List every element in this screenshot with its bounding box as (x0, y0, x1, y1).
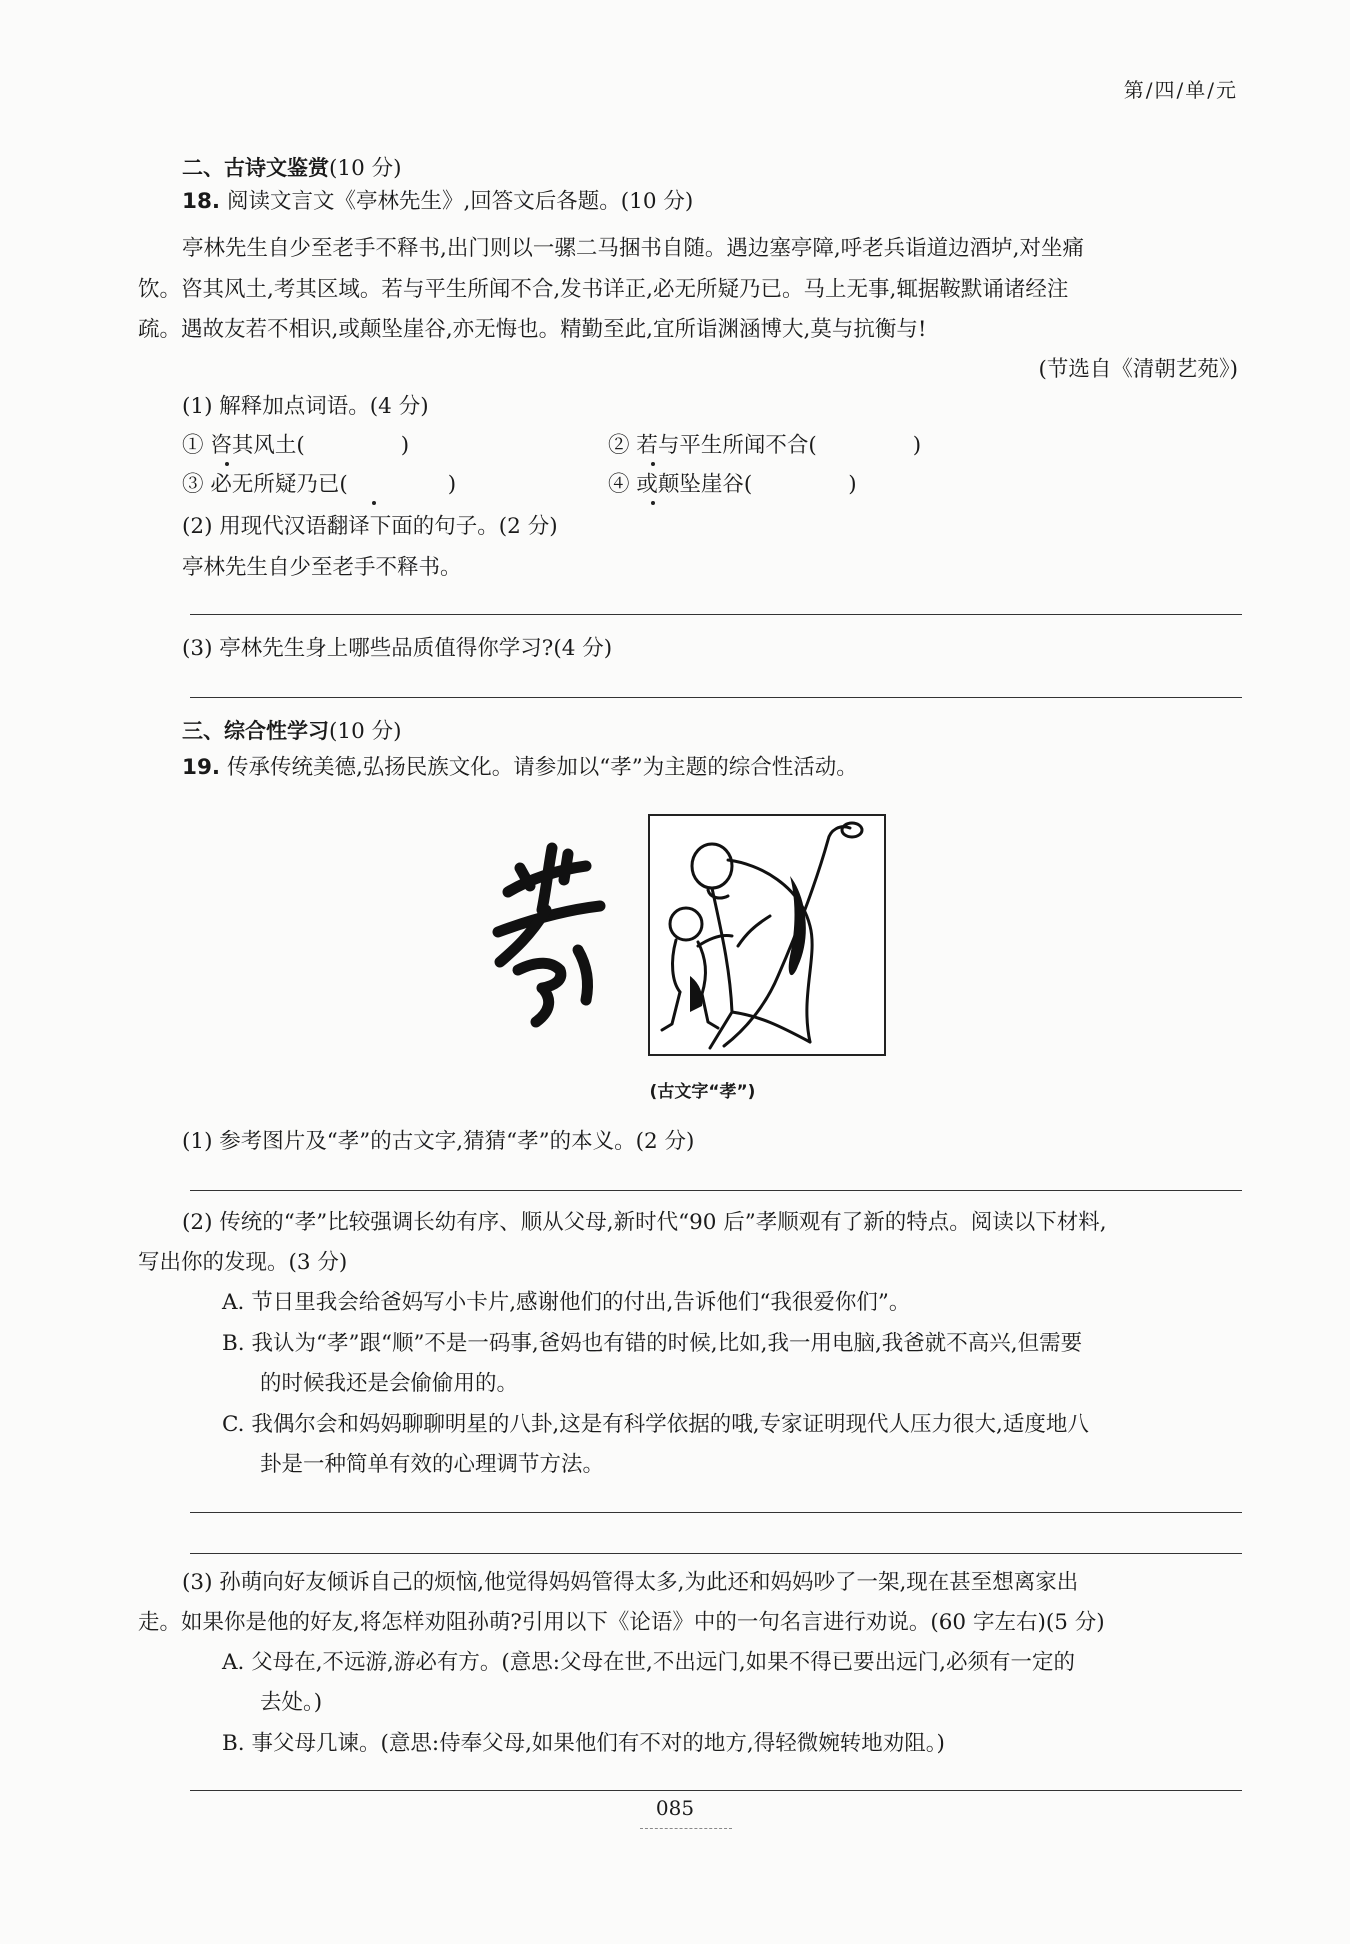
option-b-line-1: B. 我认为“孝”跟“顺”不是一码事,爸妈也有错的时候,比如,我一用电脑,我爸就不高兴,但需要 (222, 1331, 1083, 1356)
illustration-frame (648, 814, 886, 1056)
question-19: 19. 传承传统美德,弘扬民族文化。请参加以“孝”为主题的综合性活动。 (182, 755, 858, 780)
emphasis-dot (651, 462, 655, 466)
answer-line[interactable] (190, 1553, 1242, 1554)
answer-line[interactable] (190, 697, 1242, 698)
answer-line[interactable] (190, 1790, 1242, 1791)
q19-part-3-line-1: (3) 孙萌向好友倾诉自己的烦恼,他觉得妈妈管得太多,为此还和妈妈吵了一架,现在甚至想离家出 (182, 1570, 1079, 1595)
option-c-line-1: C. 我偶尔会和妈妈聊聊明星的八卦,这是有科学依据的哦,专家证明现代人压力很大,适度地八 (222, 1412, 1089, 1437)
section-3-heading: 三、综合性学习(10 分) (182, 719, 402, 744)
answer-line[interactable] (190, 1190, 1242, 1191)
option-b-line-2: 的时候我还是会偷偷用的。 (260, 1371, 519, 1396)
q18-part-3: (3) 亭林先生身上哪些品质值得你学习?(4 分) (182, 636, 613, 661)
elder-child-illustration (650, 816, 884, 1054)
lunyu-b: B. 事父母几谏。(意思:侍奉父母,如果他们有不对的地方,得轻微婉转地劝阻。) (222, 1731, 945, 1756)
lunyu-a-line-2: 去处。) (260, 1690, 323, 1715)
q19-part-1: (1) 参考图片及“孝”的古文字,猜猜“孝”的本义。(2 分) (182, 1129, 695, 1154)
figure-caption: (古文字“孝”) (649, 1082, 756, 1102)
passage-line-3: 疏。遇故友若不相识,或颠坠崖谷,亦无悔也。精勤至此,宜所诣渊涵博大,莫与抗衡与! (138, 317, 927, 342)
emphasis-dot (225, 462, 229, 466)
answer-line[interactable] (190, 614, 1242, 615)
passage-line-2: 饮。咨其风土,考其区域。若与平生所闻不合,发书详正,必无所疑乃已。马上无事,辄据鞍默诵诸经注 (138, 277, 1069, 302)
page-number-underline (640, 1828, 732, 1829)
item-2: ② 若与平生所闻不合( ) (608, 433, 922, 458)
lunyu-a-line-1: A. 父母在,不远游,游必有方。(意思:父母在世,不出远门,如果不得已要出远门,必须有一定的 (222, 1650, 1076, 1675)
q18-part-1: (1) 解释加点词语。(4 分) (182, 394, 429, 419)
q19-part-2-line-2: 写出你的发现。(3 分) (138, 1250, 348, 1275)
option-a: A. 节日里我会给爸妈写小卡片,感谢他们的付出,告诉他们“我很爱你们”。 (222, 1290, 911, 1315)
q18-part-2: (2) 用现代汉语翻译下面的句子。(2 分) (182, 514, 558, 539)
item-3: ③ 必无所疑乃已( ) (182, 472, 457, 497)
item-4: ④ 或颠坠崖谷( ) (608, 472, 857, 497)
q19-part-3-line-2: 走。如果你是他的好友,将怎样劝阻孙萌?引用以下《论语》中的一句名言进行劝说。(60 字左右)(5 分) (138, 1610, 1105, 1635)
passage-source: (节选自《清朝艺苑》) (1038, 357, 1238, 382)
option-c-line-2: 卦是一种简单有效的心理调节方法。 (260, 1452, 605, 1477)
unit-header: 第/四/单/元 (1123, 78, 1238, 102)
emphasis-dot (372, 501, 376, 505)
answer-line[interactable] (190, 1512, 1242, 1513)
question-18: 18. 阅读文言文《亭林先生》,回答文后各题。(10 分) (182, 189, 694, 214)
page-number: 085 (655, 1796, 695, 1820)
q18-part-2-sentence: 亭林先生自少至老手不释书。 (182, 555, 462, 580)
emphasis-dot (651, 501, 655, 505)
ancient-xiao-glyph (490, 840, 610, 1030)
passage-line-1: 亭林先生自少至老手不释书,出门则以一骡二马捆书自随。遇边塞亭障,呼老兵诣道边酒垆,对坐痛 (182, 236, 1085, 261)
section-2-heading: 二、古诗文鉴赏(10 分) (182, 156, 402, 181)
q19-part-2-line-1: (2) 传统的“孝”比较强调长幼有序、顺从父母,新时代“90 后”孝顺观有了新的特点。阅读以下材料, (182, 1210, 1107, 1235)
item-1: ① 咨其风土( ) (182, 433, 410, 458)
